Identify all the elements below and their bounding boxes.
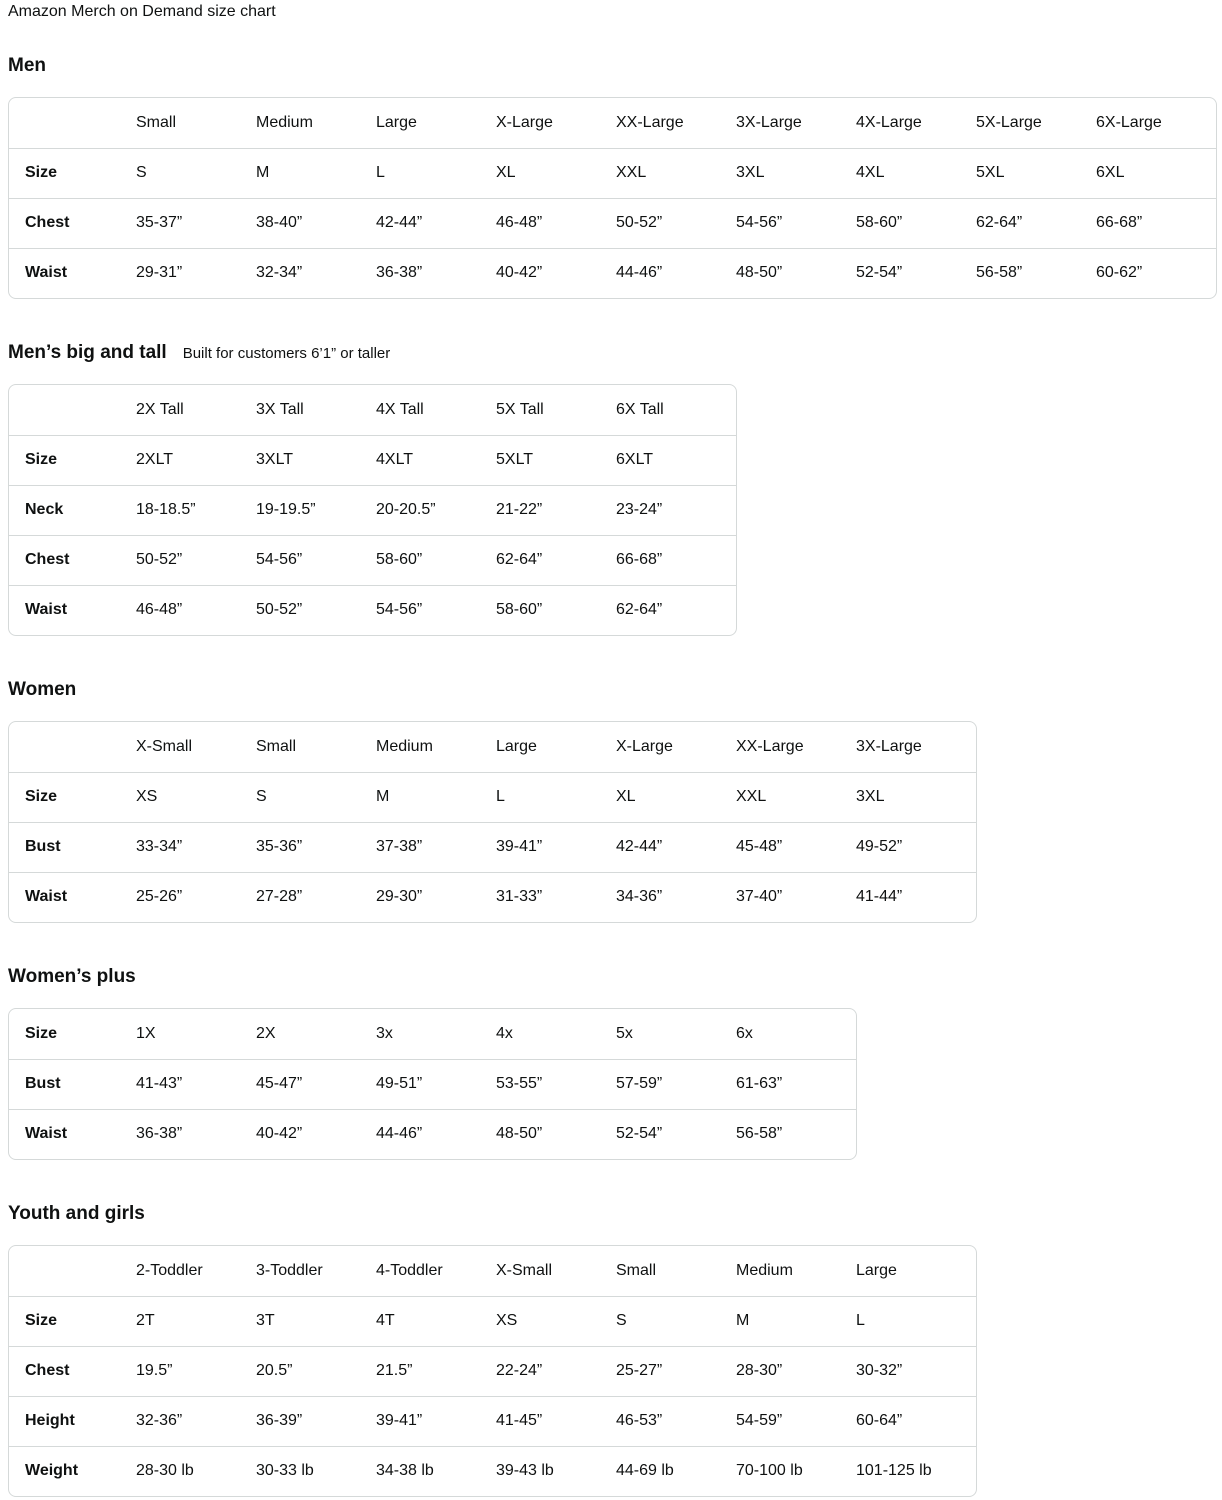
cell: 46-48”	[496, 198, 616, 248]
cell: 62-64”	[496, 535, 616, 585]
section-subtitle: Built for customers 6’1” or taller	[182, 345, 391, 362]
cell: 37-40”	[736, 872, 856, 922]
cell: 5x	[616, 1024, 633, 1042]
column-header: 3X-Large	[856, 737, 922, 755]
cell: 35-36”	[256, 822, 376, 872]
table-row-size	[9, 148, 1216, 198]
column-header: 4-Toddler	[376, 1261, 443, 1279]
cell: 45-47”	[256, 1059, 376, 1109]
row-label: Bust	[9, 822, 136, 872]
cell: 49-51”	[376, 1059, 496, 1109]
column-header: 4X-Large	[856, 113, 922, 131]
row-label: Waist	[9, 872, 136, 922]
cell: 4x	[496, 1024, 513, 1042]
size-table	[9, 722, 976, 922]
cell: 49-52”	[856, 822, 976, 872]
cell: 35-37”	[136, 198, 256, 248]
cell: 46-53”	[616, 1396, 736, 1446]
cell: M	[736, 1296, 856, 1346]
table-row-height	[9, 1396, 976, 1446]
column-header: 6X-Large	[1096, 113, 1162, 131]
cell: 58-60”	[496, 585, 616, 635]
section-men-s-big-and-tall	[8, 341, 1214, 636]
cell: 20.5”	[256, 1346, 376, 1396]
column-header: XX-Large	[736, 737, 804, 755]
column-header-row	[9, 98, 1216, 148]
cell: 54-56”	[736, 198, 856, 248]
cell: 44-46”	[376, 1109, 496, 1159]
table-row-waist	[9, 248, 1216, 298]
cell: 2X	[256, 1024, 276, 1042]
row-label: Size	[9, 772, 136, 822]
cell: 31-33”	[496, 872, 616, 922]
column-header: 4X Tall	[376, 400, 424, 418]
table-row-size	[9, 435, 736, 485]
cell: S	[256, 772, 376, 822]
cell: 66-68”	[1096, 198, 1216, 248]
cell: M	[256, 148, 376, 198]
table-row-neck	[9, 485, 736, 535]
corner-cell	[9, 1246, 136, 1296]
section-heading	[8, 341, 1214, 364]
column-header: Small	[616, 1261, 657, 1279]
section-heading	[8, 965, 1214, 988]
cell: 52-54”	[616, 1109, 736, 1159]
section-title: Men’s big and tall	[8, 342, 167, 363]
cell: 4T	[376, 1296, 496, 1346]
column-header-row	[9, 1246, 976, 1296]
cell: 36-38”	[136, 1109, 256, 1159]
section-women-s-plus	[8, 965, 1214, 1160]
column-header: X-Small	[496, 1261, 553, 1279]
cell: XS	[496, 1296, 616, 1346]
cell: 42-44”	[376, 198, 496, 248]
column-header: 6X Tall	[616, 400, 664, 418]
cell: S	[136, 148, 256, 198]
cell: 58-60”	[376, 535, 496, 585]
cell: 34-36”	[616, 872, 736, 922]
cell: 39-43 lb	[496, 1446, 616, 1496]
table-row-size	[9, 1296, 976, 1346]
cell: 6XL	[1096, 148, 1216, 198]
size-table	[9, 385, 736, 635]
row-label: Waist	[9, 1109, 136, 1159]
cell: 29-30”	[376, 872, 496, 922]
column-header: X-Small	[136, 737, 193, 755]
cell: 5XL	[976, 148, 1096, 198]
cell: 40-42”	[496, 248, 616, 298]
cell: 20-20.5”	[376, 485, 496, 535]
section-title: Men	[8, 55, 46, 76]
section-title: Women’s plus	[8, 966, 136, 987]
cell: 29-31”	[136, 248, 256, 298]
column-header: Large	[496, 737, 537, 755]
cell: XS	[136, 772, 256, 822]
cell: 23-24”	[616, 485, 736, 535]
table-row-chest	[9, 535, 736, 585]
section-heading	[8, 678, 1214, 701]
size-table-men-s-big-and-tall	[8, 384, 737, 636]
column-header: Large	[376, 113, 417, 131]
row-label: Chest	[9, 1346, 136, 1396]
cell: 40-42”	[256, 1109, 376, 1159]
cell: 37-38”	[376, 822, 496, 872]
cell: 44-46”	[616, 248, 736, 298]
cell: M	[376, 772, 496, 822]
page-title: Amazon Merch on Demand size chart	[8, 3, 276, 20]
cell: 33-34”	[136, 822, 256, 872]
cell: 30-33 lb	[256, 1446, 376, 1496]
cell: 56-58”	[736, 1109, 856, 1159]
row-label: Neck	[9, 485, 136, 535]
size-table	[9, 98, 1216, 298]
column-header-row	[9, 722, 976, 772]
cell: 21.5”	[376, 1346, 496, 1396]
cell: 66-68”	[616, 535, 736, 585]
cell: 3T	[256, 1296, 376, 1346]
table-row-bust	[9, 1059, 856, 1109]
row-label: Waist	[9, 248, 136, 298]
cell: 58-60”	[856, 198, 976, 248]
cell: 6x	[736, 1024, 753, 1042]
column-header: 2X Tall	[136, 400, 184, 418]
cell: 39-41”	[496, 822, 616, 872]
table-row-size	[9, 1009, 856, 1059]
cell: L	[376, 148, 496, 198]
cell: 50-52”	[616, 198, 736, 248]
size-table-women	[8, 721, 977, 923]
section-title: Youth and girls	[8, 1203, 145, 1224]
section-youth-and-girls	[8, 1202, 1214, 1497]
size-table-women-s-plus	[8, 1008, 857, 1160]
size-table-youth-and-girls	[8, 1245, 977, 1497]
cell: 44-69 lb	[616, 1446, 736, 1496]
cell: 2XLT	[136, 435, 256, 485]
column-header: 5X Tall	[496, 400, 544, 418]
row-label: Bust	[9, 1059, 136, 1109]
cell: 27-28”	[256, 872, 376, 922]
cell: 62-64”	[976, 198, 1096, 248]
cell: 53-55”	[496, 1059, 616, 1109]
cell: 2T	[136, 1296, 256, 1346]
cell: XL	[496, 148, 616, 198]
cell: 61-63”	[736, 1059, 856, 1109]
column-header: X-Large	[616, 737, 673, 755]
size-table-men	[8, 97, 1217, 299]
cell: 32-36”	[136, 1396, 256, 1446]
cell: 45-48”	[736, 822, 856, 872]
cell: 39-41”	[376, 1396, 496, 1446]
cell: 19-19.5”	[256, 485, 376, 535]
column-header: Small	[136, 113, 177, 131]
cell: S	[616, 1296, 736, 1346]
table-row-weight	[9, 1446, 976, 1496]
cell: 25-27”	[616, 1346, 736, 1396]
cell: 4XLT	[376, 435, 496, 485]
row-label: Weight	[9, 1446, 136, 1496]
row-label: Size	[9, 435, 136, 485]
cell: 48-50”	[736, 248, 856, 298]
sections-container	[8, 54, 1214, 1497]
row-label: Height	[9, 1396, 136, 1446]
column-header: 3-Toddler	[256, 1261, 323, 1279]
cell: 3XL	[736, 148, 856, 198]
table-row-size	[9, 772, 976, 822]
cell: 25-26”	[136, 872, 256, 922]
cell: 30-32”	[856, 1346, 976, 1396]
cell: 6XLT	[616, 435, 736, 485]
column-header: Medium	[736, 1261, 793, 1279]
cell: 54-56”	[376, 585, 496, 635]
cell: 38-40”	[256, 198, 376, 248]
corner-cell	[9, 385, 136, 435]
cell: 52-54”	[856, 248, 976, 298]
row-label: Size	[9, 1296, 136, 1346]
table-row-chest	[9, 1346, 976, 1396]
cell: 34-38 lb	[376, 1446, 496, 1496]
cell: 42-44”	[616, 822, 736, 872]
column-header: Medium	[376, 737, 433, 755]
cell: 5XLT	[496, 435, 616, 485]
cell: 32-34”	[256, 248, 376, 298]
size-table	[9, 1246, 976, 1496]
section-heading	[8, 54, 1214, 77]
cell: 3XLT	[256, 435, 376, 485]
column-header: 3X-Large	[736, 113, 802, 131]
cell: 28-30 lb	[136, 1446, 256, 1496]
cell: 3XL	[856, 772, 976, 822]
cell: 21-22”	[496, 485, 616, 535]
cell: 56-58”	[976, 248, 1096, 298]
cell: 70-100 lb	[736, 1446, 856, 1496]
cell: 41-44”	[856, 872, 976, 922]
cell: 60-62”	[1096, 248, 1216, 298]
column-header: Small	[256, 737, 297, 755]
size-table	[9, 1009, 856, 1159]
cell: 54-56”	[256, 535, 376, 585]
row-label: Size	[25, 1024, 58, 1042]
cell: 41-45”	[496, 1396, 616, 1446]
corner-cell	[9, 722, 136, 772]
cell: 60-64”	[856, 1396, 976, 1446]
cell: 50-52”	[136, 535, 256, 585]
column-header: 2-Toddler	[136, 1261, 203, 1279]
cell: 50-52”	[256, 585, 376, 635]
cell: 18-18.5”	[136, 485, 256, 535]
cell: L	[496, 772, 616, 822]
cell: 48-50”	[496, 1109, 616, 1159]
column-header: Large	[856, 1261, 897, 1279]
cell: 54-59”	[736, 1396, 856, 1446]
cell: 3x	[376, 1024, 393, 1042]
row-label: Chest	[9, 198, 136, 248]
cell: L	[856, 1296, 976, 1346]
table-row-chest	[9, 198, 1216, 248]
cell: 19.5”	[136, 1346, 256, 1396]
row-label: Waist	[9, 585, 136, 635]
corner-cell	[9, 98, 136, 148]
column-header: X-Large	[496, 113, 553, 131]
cell: 1X	[136, 1024, 156, 1042]
cell: XXL	[616, 148, 736, 198]
cell: 36-39”	[256, 1396, 376, 1446]
cell: 22-24”	[496, 1346, 616, 1396]
column-header: Medium	[256, 113, 313, 131]
column-header-row	[9, 385, 736, 435]
cell: XXL	[736, 772, 856, 822]
cell: 41-43”	[136, 1059, 256, 1109]
section-men	[8, 54, 1214, 299]
table-row-waist	[9, 585, 736, 635]
row-label: Chest	[9, 535, 136, 585]
column-header: XX-Large	[616, 113, 684, 131]
table-row-waist	[9, 1109, 856, 1159]
row-label: Size	[9, 148, 136, 198]
section-heading	[8, 1202, 1214, 1225]
column-header: 3X Tall	[256, 400, 304, 418]
cell: 36-38”	[376, 248, 496, 298]
cell: XL	[616, 772, 736, 822]
cell: 101-125 lb	[856, 1446, 976, 1496]
cell: 28-30”	[736, 1346, 856, 1396]
column-header: 5X-Large	[976, 113, 1042, 131]
cell: 4XL	[856, 148, 976, 198]
cell: 57-59”	[616, 1059, 736, 1109]
section-title: Women	[8, 679, 77, 700]
cell: 46-48”	[136, 585, 256, 635]
cell: 62-64”	[616, 585, 736, 635]
table-row-bust	[9, 822, 976, 872]
table-row-waist	[9, 872, 976, 922]
section-women	[8, 678, 1214, 923]
